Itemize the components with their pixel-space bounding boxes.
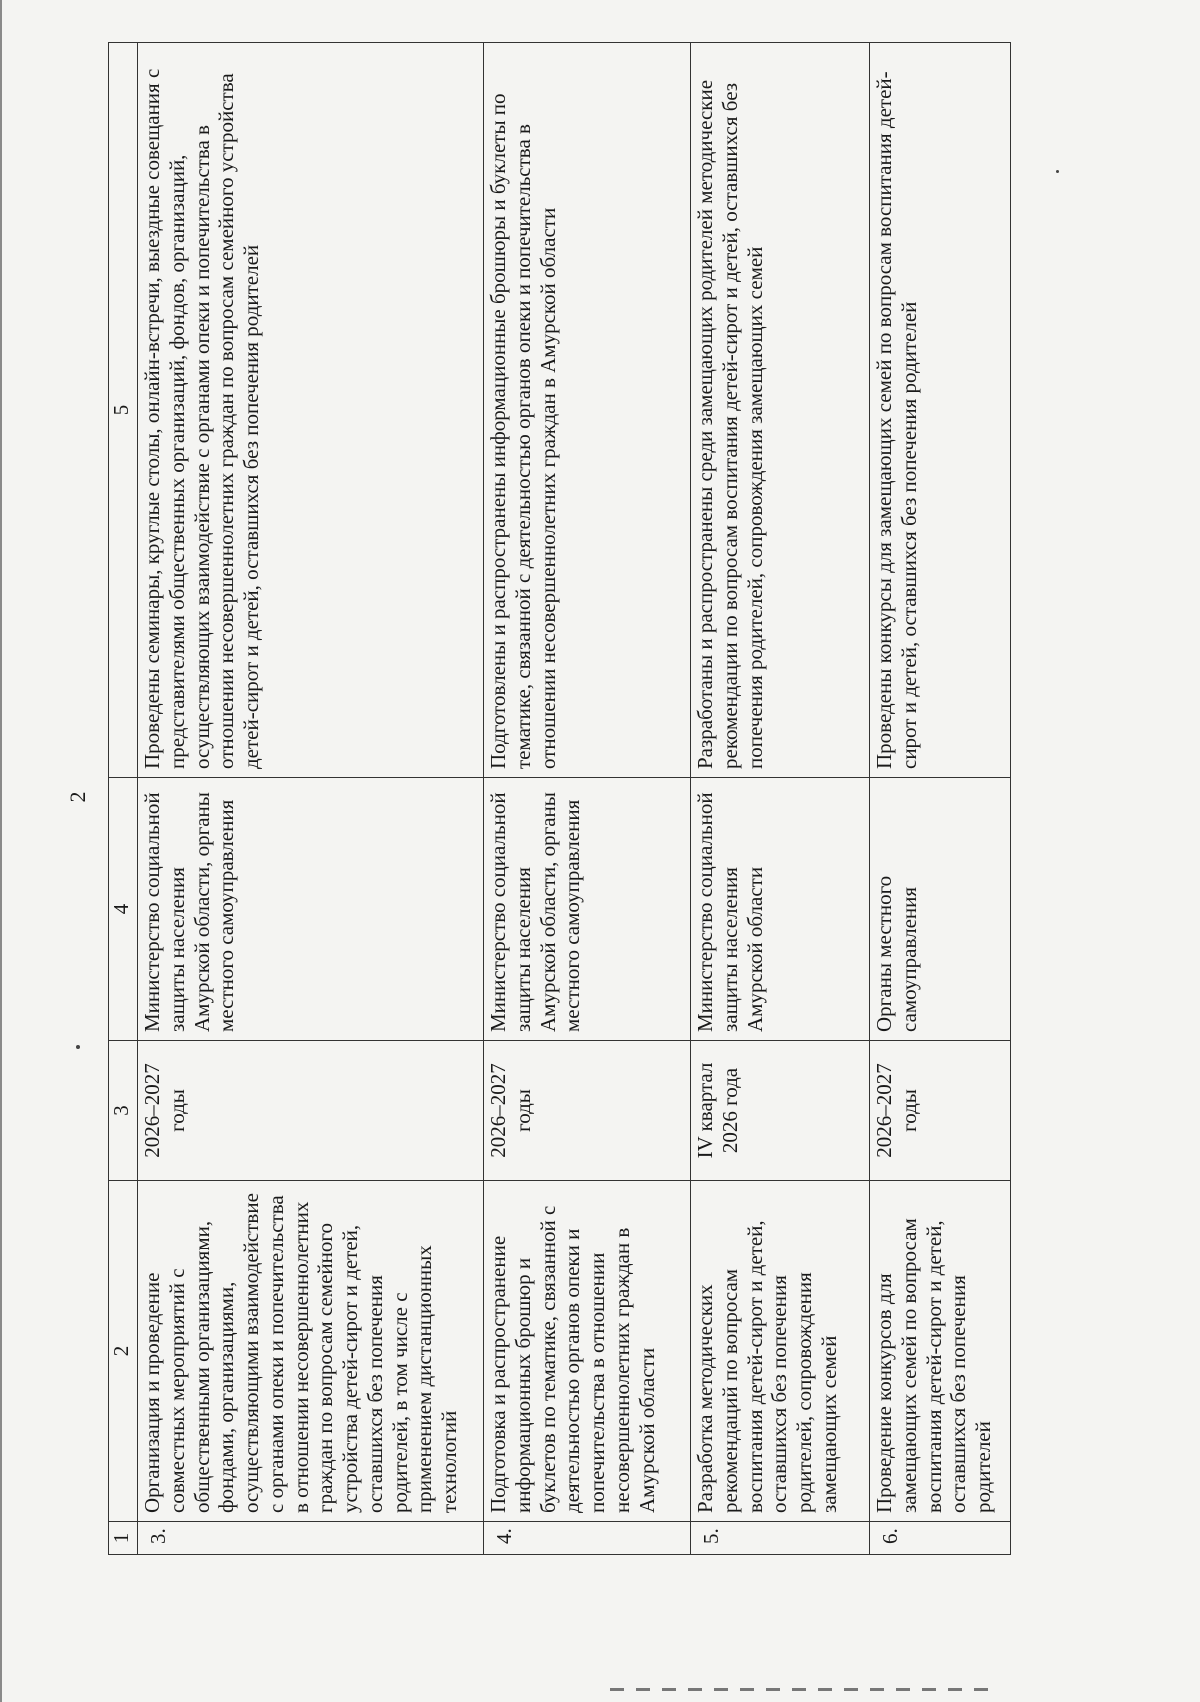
table-row <box>870 43 1011 1555</box>
result-cell: Подготовлены и распространены информационные брошюры и буклеты по тематике, связанной с деятельностью органов опеки и попечительства в отношении несовершеннолетних граждан в Амурской области <box>484 43 691 778</box>
period-cell: 2026–2027 годы <box>138 1041 484 1181</box>
header-cell: 4 <box>109 778 138 1041</box>
responsible-cell: Министерство социальной защиты населения Амурской области, органы местного самоуправления <box>138 778 484 1041</box>
result-cell: Проведены конкурсы для замещающих семей по вопросам воспитания детей-сирот и детей, оставшихся без попечения родителей <box>870 43 1011 778</box>
responsible-cell: Министерство социальной защиты населения Амурской области <box>691 778 870 1041</box>
measures-table <box>108 42 1011 1555</box>
action-cell: Разработка методических рекомендаций по вопросам воспитания детей-сирот и детей, оставшихся без попечения родителей, сопровождения замещающих семей <box>691 1181 870 1522</box>
result-cell: Разработаны и распространены среди замещающих родителей методические рекомендации по вопросам воспитания детей-сирот и детей, оставшихся без попечения родителей, сопровождения замещающих семей <box>691 43 870 778</box>
scan-edge-line <box>0 0 2 1702</box>
result-cell: Проведены семинары, круглые столы, онлайн-встречи, выездные совещания с представителями общественных организаций, фондов, организаций, осуществляющих взаимодействие с органами опеки и попечительства в отношении несовершеннолетних граждан по вопросам семейного устройства детей-сирот и детей, оставшихся без попечения родителей <box>138 43 484 778</box>
header-row <box>109 43 138 1555</box>
row-number-cell: 4. <box>484 1522 691 1555</box>
page-number: 2 <box>65 791 90 803</box>
responsible-cell: Органы местного самоуправления <box>870 778 1011 1041</box>
action-cell: Подготовка и распространение информационных брошюр и буклетов по тематике, связанной с деятельностью органов опеки и попечительства в отношении несовершеннолетних граждан в Амурской области <box>484 1181 691 1522</box>
period-cell: 2026–2027 годы <box>484 1041 691 1181</box>
table-row <box>484 43 691 1555</box>
header-cell: 1 <box>109 1522 138 1555</box>
scan-speck <box>76 1045 80 1049</box>
rotated-table-container <box>108 43 1108 1555</box>
header-cell: 3 <box>109 1041 138 1181</box>
responsible-cell: Министерство социальной защиты населения Амурской области, органы местного самоуправления <box>484 778 691 1041</box>
header-cell: 2 <box>109 1181 138 1522</box>
row-number-cell: 5. <box>691 1522 870 1555</box>
table-row <box>691 43 870 1555</box>
action-cell: Проведение конкурсов для замещающих семей по вопросам воспитания детей-сирот и детей, оставшихся без попечения родителей <box>870 1181 1011 1522</box>
table-row <box>138 43 484 1555</box>
header-cell: 5 <box>109 43 138 778</box>
row-number-cell: 6. <box>870 1522 1011 1555</box>
period-cell: 2026–2027 годы <box>870 1041 1011 1181</box>
row-number-cell: 3. <box>138 1522 484 1555</box>
period-cell: IV квартал 2026 года <box>691 1041 870 1181</box>
scan-bottom-marks <box>610 1688 990 1691</box>
action-cell: Организация и проведение совместных мероприятий с общественными организациями, фондами, организациями, осуществляющими взаимодействие с органами опеки и попечительства в отношении несовершеннолетних граждан по вопросам семейного устройства детей-сирот и детей, оставшихся без попечения родителей, в том числе с применением дистанционных технологий <box>138 1181 484 1522</box>
